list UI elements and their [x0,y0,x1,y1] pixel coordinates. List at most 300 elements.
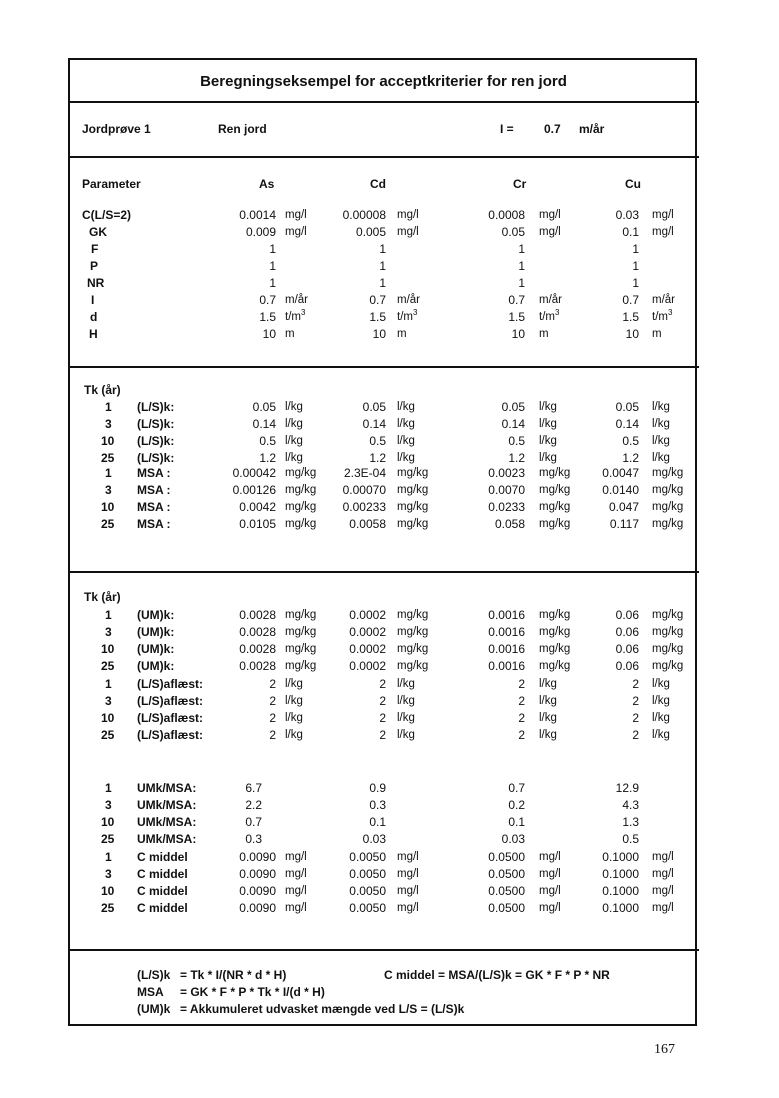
param-value: 0.03 [615,208,639,222]
cell-value: 0.0016 [488,659,525,673]
tk-value: 25 [101,451,115,465]
cell-unit: mg/l [397,868,419,880]
cell-value: 2 [269,711,276,725]
param-unit: mg/l [397,209,419,221]
formula-lhs: MSA [137,985,164,999]
cell-unit: mg/kg [285,609,317,621]
param-value: 0.7 [508,293,525,307]
cell-unit: mg/kg [397,643,429,655]
tk-value: 25 [101,728,115,742]
param-value: 10 [262,327,276,341]
formula-rhs: = GK * F * P * Tk * I/(d * H) [180,985,325,999]
cell-unit: mg/kg [397,484,429,496]
cell-unit: mg/kg [652,518,684,530]
page-number: 167 [654,1042,675,1057]
param-unit: $t/m^3$ [652,308,673,323]
cell-unit: l/kg [285,712,303,724]
cell-value: 0.0140 [602,483,639,497]
cell-value: 2 [269,728,276,742]
cell-value: 0.0050 [349,901,386,915]
cell-unit: mg/kg [397,660,429,672]
cell-unit: l/kg [397,729,415,741]
cell-value: 0.0002 [349,608,386,622]
tk-value: 3 [105,625,112,639]
cell-value: 0.2 [508,798,525,812]
cell-value: 0.117 [609,517,639,531]
cell-value: 6.7 [245,781,262,795]
param-value: 1 [632,242,639,256]
cell-unit: l/kg [397,712,415,724]
cell-unit: mg/kg [285,643,317,655]
cell-unit: mg/l [652,885,674,897]
row-label: UMk/MSA: [137,798,197,812]
cell-unit: mg/kg [539,501,571,513]
param-label: F [91,242,99,256]
cell-value: 0.1000 [602,867,639,881]
cell-value: 12.9 [615,781,639,795]
cell-value: 2.3E-04 [343,466,386,480]
cell-unit: mg/kg [285,518,317,530]
cell-unit: l/kg [539,729,557,741]
param-unit: mg/l [397,226,419,238]
param-value: 1 [518,242,525,256]
param-header: Parameter [82,177,141,191]
cell-value: 0.0028 [239,642,276,656]
row-label: (UM)k: [137,625,175,639]
cell-value: 0.06 [615,625,639,639]
cell-value: 0.00233 [342,500,386,514]
cell-value: 2 [379,694,386,708]
cell-value: 0.0016 [488,642,525,656]
cell-unit: l/kg [539,452,557,464]
cell-unit: l/kg [652,712,670,724]
row-label: (UM)k: [137,608,175,622]
tk-value: 1 [105,608,112,622]
tk-value: 1 [105,466,112,480]
tk-value: 25 [101,901,115,915]
cell-value: 2 [269,677,276,691]
tk-value: 25 [101,517,115,531]
param-unit: mg/l [285,209,307,221]
cell-value: 0.5 [622,434,639,448]
i-value: 0.7 [544,122,561,136]
tk-value: 10 [101,711,115,725]
param-value: 0.00008 [342,208,386,222]
cell-value: 0.0002 [349,659,386,673]
param-unit: m [652,328,662,340]
cell-value: 2 [269,694,276,708]
cell-value: 1.2 [369,451,386,465]
param-value: 1 [518,259,525,273]
param-value: 1.5 [508,310,525,324]
param-value: 0.0014 [239,208,276,222]
cell-unit: mg/kg [652,626,684,638]
cell-value: 0.0500 [488,884,525,898]
formula-lhs: (UM)k [137,1002,171,1016]
cell-unit: l/kg [397,452,415,464]
cell-value: 1.2 [508,451,525,465]
tk-value: 3 [105,483,112,497]
cell-value: 0.0002 [349,642,386,656]
param-value: 1 [379,242,386,256]
cell-value: 0.05 [501,400,525,414]
cell-value: 0.0050 [349,884,386,898]
cell-value: 2.2 [245,798,262,812]
row-label: C middel [137,901,188,915]
row-label: C middel [137,867,188,881]
cell-value: 0.5 [369,434,386,448]
cell-value: 0.058 [494,517,525,531]
row-label: UMk/MSA: [137,832,197,846]
cell-value: 0.0028 [239,625,276,639]
param-value: 1.5 [369,310,386,324]
cell-value: 0.00070 [342,483,386,497]
cell-value: 2 [632,677,639,691]
cell-unit: mg/kg [285,484,317,496]
cell-value: 0.06 [615,608,639,622]
cell-value: 2 [518,728,525,742]
cell-unit: mg/l [539,868,561,880]
param-value: 1 [379,276,386,290]
param-value: 0.1 [622,225,639,239]
i-unit: m/år [579,122,605,136]
tk-value: 10 [101,884,115,898]
row-label: C middel [137,884,188,898]
cell-value: 0.06 [615,642,639,656]
cell-unit: mg/kg [652,501,684,513]
cell-unit: l/kg [397,401,415,413]
cell-unit: mg/kg [397,518,429,530]
cell-value: 0.0090 [239,901,276,915]
cell-value: 0.03 [362,832,386,846]
cell-unit: l/kg [539,435,557,447]
formula-rhs: = Tk * I/(NR * d * H) [180,968,287,982]
cell-value: 2 [632,711,639,725]
cell-value: 0.0050 [349,867,386,881]
param-unit: $t/m^3$ [397,308,418,323]
cell-value: 2 [518,677,525,691]
row-label: MSA : [137,517,171,531]
cell-unit: mg/kg [539,467,571,479]
cell-unit: mg/l [285,851,307,863]
param-label: P [90,259,99,273]
cell-unit: mg/kg [652,467,684,479]
cell-unit: mg/l [652,868,674,880]
col-header-cr: Cr [513,177,527,191]
cell-unit: l/kg [539,712,557,724]
row-label: (L/S)aflæst: [137,711,203,725]
cell-unit: l/kg [285,452,303,464]
param-value: 10 [625,327,639,341]
col-header-as: As [259,177,275,191]
tk-value: 3 [105,417,112,431]
cell-unit: l/kg [539,401,557,413]
cell-unit: mg/kg [539,643,571,655]
row-label: MSA : [137,483,171,497]
cell-value: 0.3 [369,798,386,812]
cell-unit: mg/l [539,885,561,897]
cell-value: 0.1000 [602,901,639,915]
param-label: H [89,327,98,341]
cell-unit: l/kg [652,695,670,707]
cell-unit: mg/kg [539,660,571,672]
cell-value: 0.06 [615,659,639,673]
cell-value: 2 [518,711,525,725]
cell-value: 0.047 [608,500,639,514]
cell-value: 2 [632,694,639,708]
param-value: 1 [269,259,276,273]
cell-unit: l/kg [285,729,303,741]
cell-unit: mg/l [652,902,674,914]
cell-value: 0.0090 [239,850,276,864]
tk-value: 3 [105,867,112,881]
col-header-cu: Cu [625,177,641,191]
cell-unit: l/kg [285,695,303,707]
cell-unit: mg/kg [539,518,571,530]
cell-unit: l/kg [539,695,557,707]
tk-value: 1 [105,850,112,864]
tk-value: 10 [101,815,115,829]
cell-value: 0.1 [508,815,525,829]
row-label: UMk/MSA: [137,815,197,829]
sample-label: Jordprøve 1 [82,122,151,136]
param-value: 0.009 [245,225,276,239]
cell-value: 0.1 [369,815,386,829]
param-label: I [91,293,95,307]
row-label: (L/S)k: [137,434,175,448]
cell-value: 0.1000 [602,850,639,864]
tk-value: 3 [105,798,112,812]
cell-unit: mg/kg [539,626,571,638]
row-label: (UM)k: [137,659,175,673]
cell-value: 0.5 [508,434,525,448]
param-value: 1 [379,259,386,273]
param-unit: mg/l [652,226,674,238]
sample-type: Ren jord [218,122,267,136]
cell-value: 0.0500 [488,850,525,864]
cell-value: 0.05 [615,400,639,414]
cell-unit: mg/kg [539,484,571,496]
row-label: C middel [137,850,188,864]
param-value: 1 [632,276,639,290]
cell-value: 2 [379,728,386,742]
cell-value: 0.14 [501,417,525,431]
cell-value: 0.0047 [602,466,639,480]
cell-value: 0.0070 [488,483,525,497]
cell-unit: mg/kg [652,484,684,496]
formula-lhs: (L/S)k [137,968,171,982]
cell-unit: mg/l [397,851,419,863]
page-title: Beregningseksempel for acceptkriterier for ren jord [200,73,567,90]
cell-unit: mg/l [652,851,674,863]
param-value: 0.7 [622,293,639,307]
cell-unit: l/kg [285,678,303,690]
cell-unit: l/kg [397,695,415,707]
cell-unit: mg/l [285,885,307,897]
param-value: 0.7 [369,293,386,307]
cell-value: 0.0002 [349,625,386,639]
cell-unit: l/kg [397,678,415,690]
cell-value: 2 [379,711,386,725]
cell-value: 0.7 [508,781,525,795]
cell-value: 0.5 [622,832,639,846]
cell-value: 0.0233 [488,500,525,514]
param-label: C(L/S=2) [82,208,132,222]
param-unit: mg/l [539,209,561,221]
cell-value: 1.2 [622,451,639,465]
param-value: 1 [269,276,276,290]
cell-unit: mg/kg [397,467,429,479]
cell-value: 0.00126 [232,483,276,497]
param-unit: mg/l [652,209,674,221]
cell-value: 0.14 [252,417,276,431]
param-unit: m [539,328,549,340]
cell-unit: l/kg [285,435,303,447]
cell-unit: mg/kg [285,467,317,479]
cell-value: 0.0105 [239,517,276,531]
param-unit: m/år [652,294,675,306]
cell-unit: l/kg [397,418,415,430]
cell-value: 0.14 [615,417,639,431]
param-value: 1 [632,259,639,273]
cell-value: 1.2 [259,451,276,465]
tk-value: 1 [105,677,112,691]
tk-value: 1 [105,400,112,414]
cell-value: 0.0016 [488,625,525,639]
tk-value: 3 [105,694,112,708]
tk-value: 25 [101,659,115,673]
row-label: (L/S)aflæst: [137,728,203,742]
cell-unit: l/kg [652,452,670,464]
tk-header: Tk (år) [84,590,121,604]
param-value: 10 [511,327,525,341]
cell-unit: mg/kg [652,643,684,655]
param-unit: mg/l [539,226,561,238]
cell-value: 0.03 [501,832,525,846]
divider [68,156,699,158]
cell-value: 0.5 [259,434,276,448]
param-unit: $t/m^3$ [539,308,560,323]
divider [68,101,699,103]
param-unit: mg/l [285,226,307,238]
cell-unit: l/kg [285,401,303,413]
param-value: 1 [518,276,525,290]
cell-value: 0.05 [252,400,276,414]
tk-value: 25 [101,832,115,846]
cell-value: 1.3 [622,815,639,829]
cell-unit: mg/kg [652,660,684,672]
tk-value: 1 [105,781,112,795]
cell-value: 0.7 [245,815,262,829]
cell-value: 0.0500 [488,901,525,915]
param-unit: m/år [539,294,562,306]
param-value: 10 [372,327,386,341]
row-label: (L/S)k: [137,400,175,414]
param-label: GK [89,225,107,239]
cell-unit: l/kg [652,729,670,741]
cell-value: 0.0042 [239,500,276,514]
cell-value: 0.0090 [239,884,276,898]
cell-unit: mg/l [397,885,419,897]
param-value: 1 [269,242,276,256]
row-label: (L/S)k: [137,417,175,431]
cell-value: 2 [379,677,386,691]
row-label: MSA : [137,466,171,480]
cell-value: 0.0028 [239,659,276,673]
cell-unit: mg/kg [397,501,429,513]
cell-unit: l/kg [397,435,415,447]
cell-unit: mg/kg [652,609,684,621]
cell-value: 0.0500 [488,867,525,881]
cell-unit: l/kg [652,418,670,430]
cell-unit: mg/l [539,851,561,863]
cell-unit: mg/l [397,902,419,914]
formula-rhs: = Akkumuleret udvasket mængde ved L/S = (L/S)k [180,1002,465,1016]
cell-value: 0.0090 [239,867,276,881]
param-label: NR [87,276,105,290]
cell-value: 0.0050 [349,850,386,864]
row-label: (L/S)aflæst: [137,677,203,691]
tk-header: Tk (år) [84,383,121,397]
cell-value: 0.0058 [349,517,386,531]
divider [68,366,699,368]
row-label: (L/S)k: [137,451,175,465]
cell-unit: mg/kg [285,660,317,672]
cell-value: 0.1000 [602,884,639,898]
row-label: (UM)k: [137,642,175,656]
cell-value: 0.9 [369,781,386,795]
cell-value: 4.3 [622,798,639,812]
tk-value: 10 [101,500,115,514]
cell-value: 0.3 [245,832,262,846]
cell-value: 2 [632,728,639,742]
cell-unit: mg/kg [285,626,317,638]
divider [68,571,699,573]
cell-value: 0.0023 [488,466,525,480]
cell-unit: mg/kg [539,609,571,621]
cell-value: 2 [518,694,525,708]
cell-unit: mg/kg [397,626,429,638]
cell-unit: mg/kg [285,501,317,513]
cell-value: 0.14 [362,417,386,431]
cell-unit: l/kg [285,418,303,430]
cell-value: 0.00042 [232,466,276,480]
param-value: 0.0008 [488,208,525,222]
row-label: UMk/MSA: [137,781,197,795]
cell-unit: mg/l [285,868,307,880]
param-value: 1.5 [622,310,639,324]
cell-value: 0.0016 [488,608,525,622]
tk-value: 10 [101,434,115,448]
cell-unit: l/kg [539,678,557,690]
param-value: 0.05 [501,225,525,239]
cell-value: 0.0028 [239,608,276,622]
cell-unit: mg/l [285,902,307,914]
tk-value: 10 [101,642,115,656]
param-unit: m [285,328,295,340]
cell-unit: mg/kg [397,609,429,621]
cell-unit: l/kg [652,435,670,447]
col-header-cd: Cd [370,177,386,191]
row-label: MSA : [137,500,171,514]
param-label: d [90,310,98,324]
cell-unit: l/kg [652,401,670,413]
param-value: 0.005 [355,225,386,239]
param-unit: m/år [397,294,420,306]
cell-unit: l/kg [652,678,670,690]
param-value: 1.5 [259,310,276,324]
cell-unit: l/kg [539,418,557,430]
